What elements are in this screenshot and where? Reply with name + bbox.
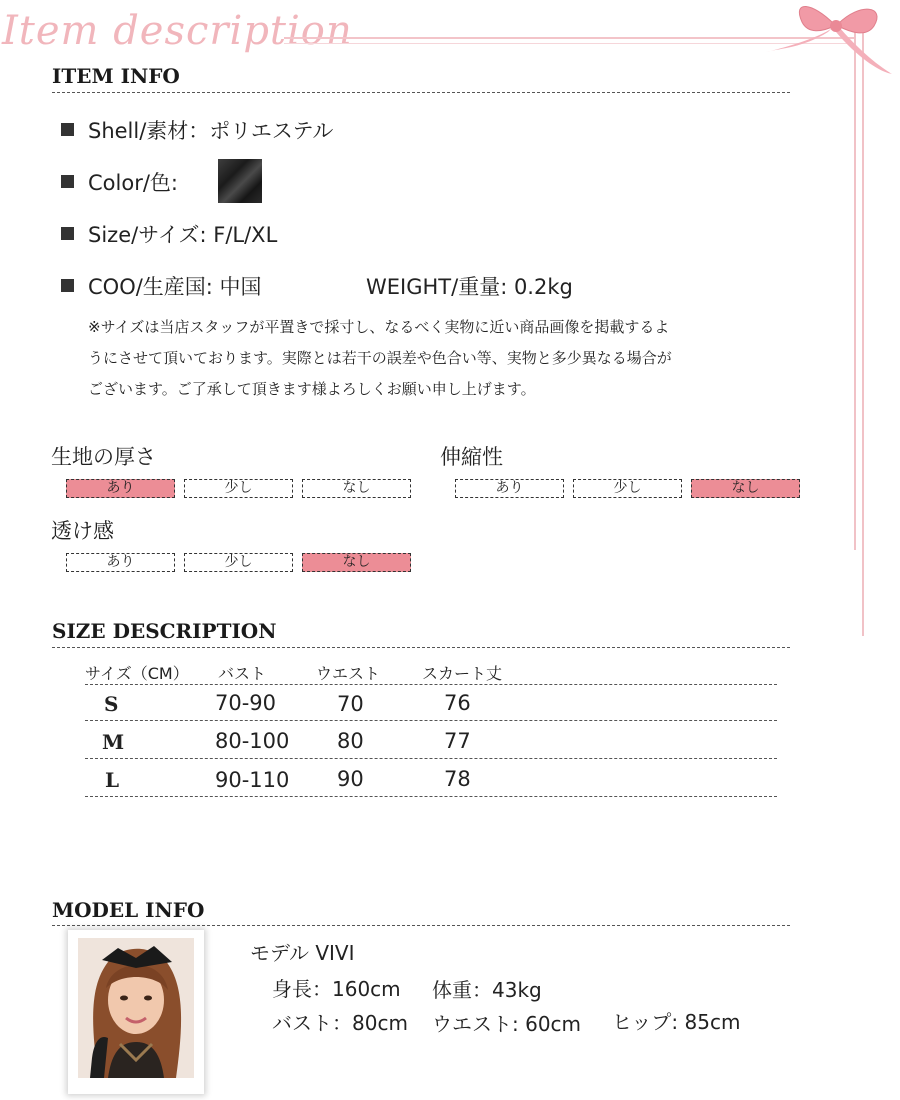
- section-divider: [52, 647, 790, 648]
- model-info-title: MODEL INFO: [52, 898, 205, 922]
- model-weight: 体重：43kg: [432, 978, 542, 1002]
- sheer-option-yes: あり: [66, 553, 175, 572]
- size-row-key: S: [104, 692, 119, 716]
- size-table-header: バスト: [218, 664, 267, 683]
- size-cell-length: 78: [444, 767, 471, 791]
- country-of-origin: COO/生産国: 中国: [88, 275, 262, 299]
- bullet-icon: [61, 175, 74, 188]
- size-cell-waist: 80: [337, 729, 364, 753]
- sheer-option-none: なし: [302, 553, 411, 572]
- sheer-label: 透け感: [51, 519, 114, 543]
- size-cell-waist: 70: [337, 692, 364, 716]
- decorative-ribbon-line: [862, 30, 864, 636]
- size-cell-waist: 90: [337, 767, 364, 791]
- decorative-ribbon-line: [854, 30, 856, 550]
- note-line: ※サイズは当店スタッフが平置きで採寸し、なるべく実物に近い商品画像を掲載するよ: [88, 318, 670, 336]
- stretch-option-none: なし: [691, 479, 800, 498]
- stretch-option-yes: あり: [455, 479, 564, 498]
- size-table-header: サイズ（CM）: [85, 664, 189, 683]
- table-divider: [85, 720, 777, 721]
- thickness-label: 生地の厚さ: [51, 445, 156, 469]
- color-swatch: [218, 159, 262, 203]
- size-cell-bust: 90-110: [215, 768, 290, 792]
- bullet-icon: [61, 279, 74, 292]
- model-bust: バスト：80cm: [272, 1011, 408, 1035]
- thickness-option-none: なし: [302, 479, 411, 498]
- sheer-option-little: 少し: [184, 553, 293, 572]
- size-row-key: M: [102, 730, 125, 754]
- size-table-header: スカート丈: [422, 664, 503, 683]
- stretch-label: 伸縮性: [440, 445, 503, 469]
- model-hip: ヒップ: 85cm: [612, 1010, 741, 1034]
- size-cell-bust: 80-100: [215, 729, 290, 753]
- shell-material: Shell/素材：ポリエステル: [88, 119, 334, 143]
- thickness-option-little: 少し: [184, 479, 293, 498]
- size-cell-length: 76: [444, 691, 471, 715]
- bullet-icon: [61, 227, 74, 240]
- table-divider: [85, 684, 777, 685]
- table-divider: [85, 796, 777, 797]
- model-height: 身長：160cm: [272, 977, 401, 1001]
- bullet-icon: [61, 123, 74, 136]
- thickness-option-yes: あり: [66, 479, 175, 498]
- size-table-header: ウエスト: [316, 664, 381, 683]
- model-name: モデル VIVI: [250, 941, 355, 965]
- note-line: うにさせて頂いております。実際とは若干の誤差や色合い等、実物と多少異なる場合が: [88, 349, 672, 367]
- section-divider: [52, 92, 790, 93]
- section-divider: [52, 925, 790, 926]
- stretch-option-little: 少し: [573, 479, 682, 498]
- model-portrait-icon: [78, 938, 194, 1078]
- size-cell-bust: 70-90: [215, 691, 277, 715]
- model-waist: ウエスト: 60cm: [432, 1012, 582, 1036]
- size-row-key: L: [105, 768, 120, 792]
- size-options: Size/サイズ: F/L/XL: [88, 223, 278, 247]
- item-weight: WEIGHT/重量: 0.2kg: [366, 275, 573, 299]
- color-label: Color/色:: [88, 171, 178, 195]
- table-divider: [85, 758, 777, 759]
- model-photo: [68, 930, 204, 1094]
- size-cell-length: 77: [444, 729, 471, 753]
- size-description-title: SIZE DESCRIPTION: [52, 619, 277, 643]
- ribbon-bow-icon: [762, 2, 900, 82]
- item-info-title: ITEM INFO: [52, 64, 180, 88]
- header-title: Item description: [2, 8, 353, 54]
- note-line: ございます。ご了承して頂きます様よろしくお願い申し上げます。: [88, 380, 536, 398]
